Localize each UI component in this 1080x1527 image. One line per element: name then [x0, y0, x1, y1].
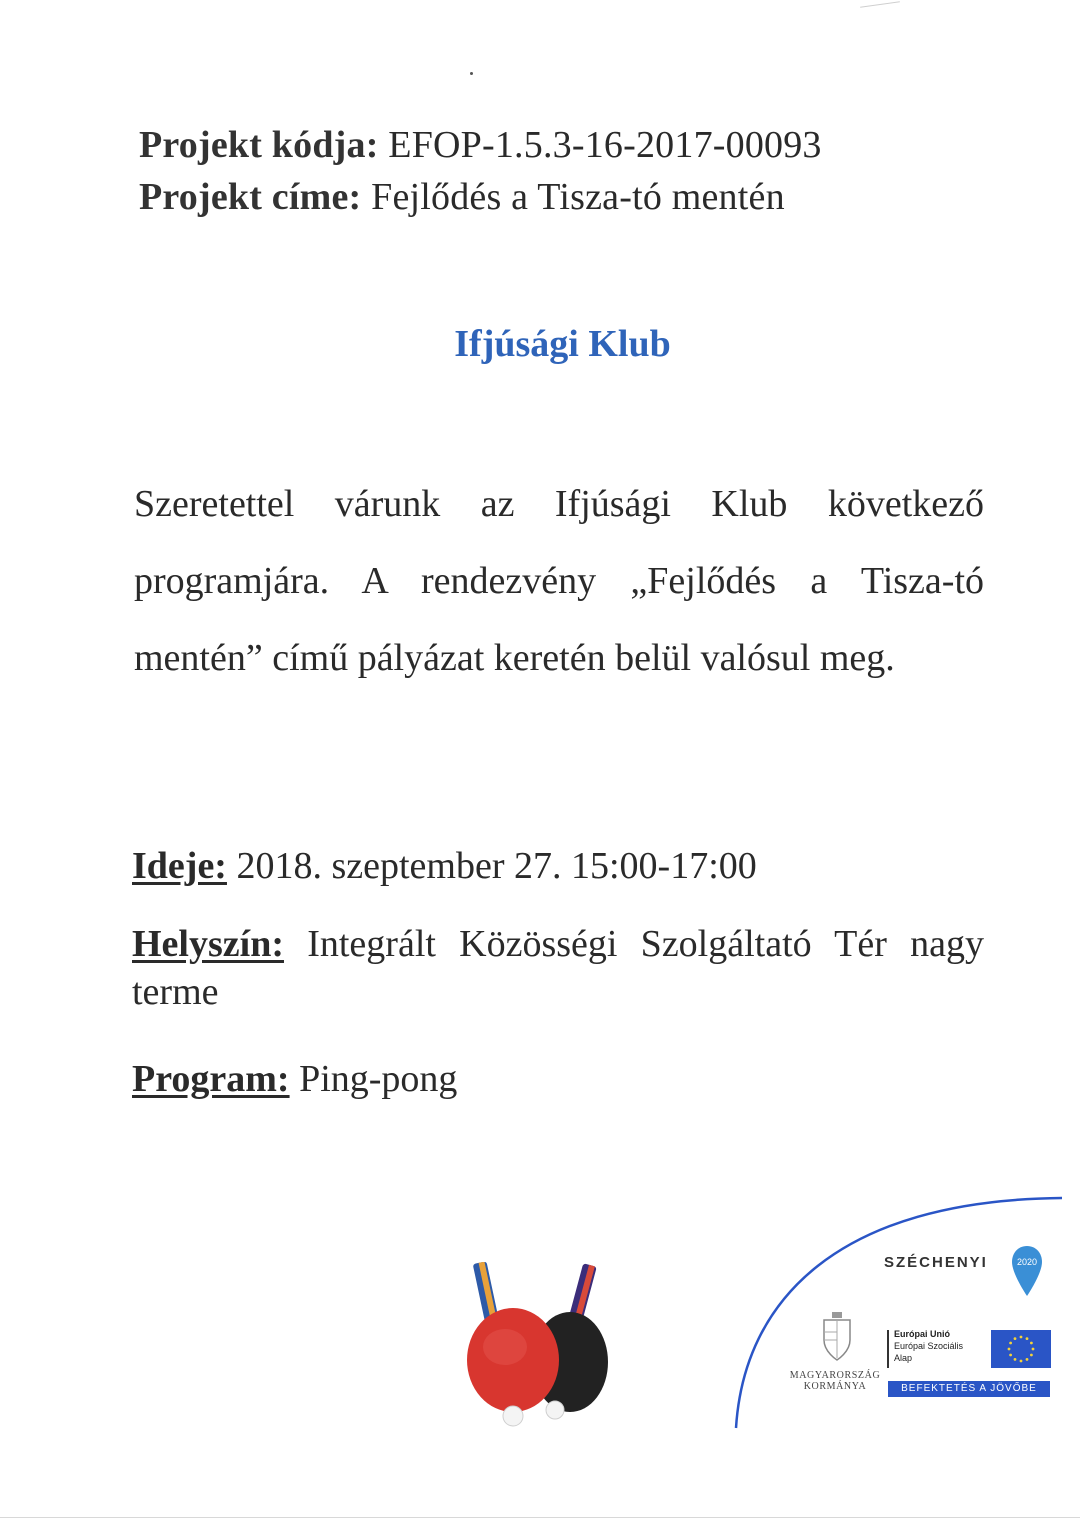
scan-artifact: [860, 1, 900, 8]
logo-arc: [728, 1180, 1068, 1440]
szechenyi-wordmark: SZÉCHENYI: [884, 1254, 988, 1271]
time-detail: [132, 842, 984, 890]
location-pin-icon: [1010, 1244, 1044, 1300]
time-label: Ideje:: [132, 845, 227, 887]
ping-pong-paddles-image: [455, 1262, 635, 1432]
project-code-line: [139, 122, 822, 168]
divider: [887, 1330, 889, 1368]
program-value: Ping-pong: [299, 1058, 458, 1100]
project-title-line: [139, 174, 785, 220]
project-title-label: Projekt címe:: [139, 176, 362, 218]
eu-fund: Európai Szociális Alap: [894, 1341, 964, 1363]
time-value: 2018. szeptember 27. 15:00-17:00: [236, 845, 757, 887]
szechenyi-2020-logo: [728, 1180, 1068, 1440]
program-label: Program:: [132, 1058, 290, 1100]
program-detail: [132, 1055, 984, 1103]
project-code-label: Projekt kódja:: [139, 124, 379, 166]
club-title: Ifjúsági Klub: [454, 323, 671, 365]
project-title-value: Fejlődés a Tisza-tó mentén: [371, 176, 785, 218]
scan-artifact: [470, 72, 473, 75]
eu-name: Európai Unió: [894, 1329, 950, 1339]
project-code-value: EFOP-1.5.3-16-2017-00093: [388, 124, 822, 166]
place-detail: [132, 920, 984, 1016]
invitation-text: Szeretettel várunk az Ifjúsági Klub következő programjára. A rendezvény „Fejlődés a Tisza-tó mentén” című pályázat keretén belül valósul meg.: [134, 483, 984, 679]
szechenyi-year: 2020: [1016, 1257, 1038, 1267]
place-label: Helyszín:: [132, 923, 284, 965]
eu-text: [894, 1328, 974, 1364]
government-label: MAGYARORSZÁG KORMÁNYA: [789, 1370, 881, 1392]
eu-flag-icon: [991, 1330, 1051, 1368]
scan-artifact: [0, 1517, 1080, 1518]
coat-of-arms-icon: [820, 1310, 854, 1364]
invest-banner: BEFEKTETÉS A JÖVŐBE: [888, 1381, 1050, 1397]
place-value: Integrált Közösségi Szolgáltató Tér nagy terme: [132, 923, 985, 1013]
